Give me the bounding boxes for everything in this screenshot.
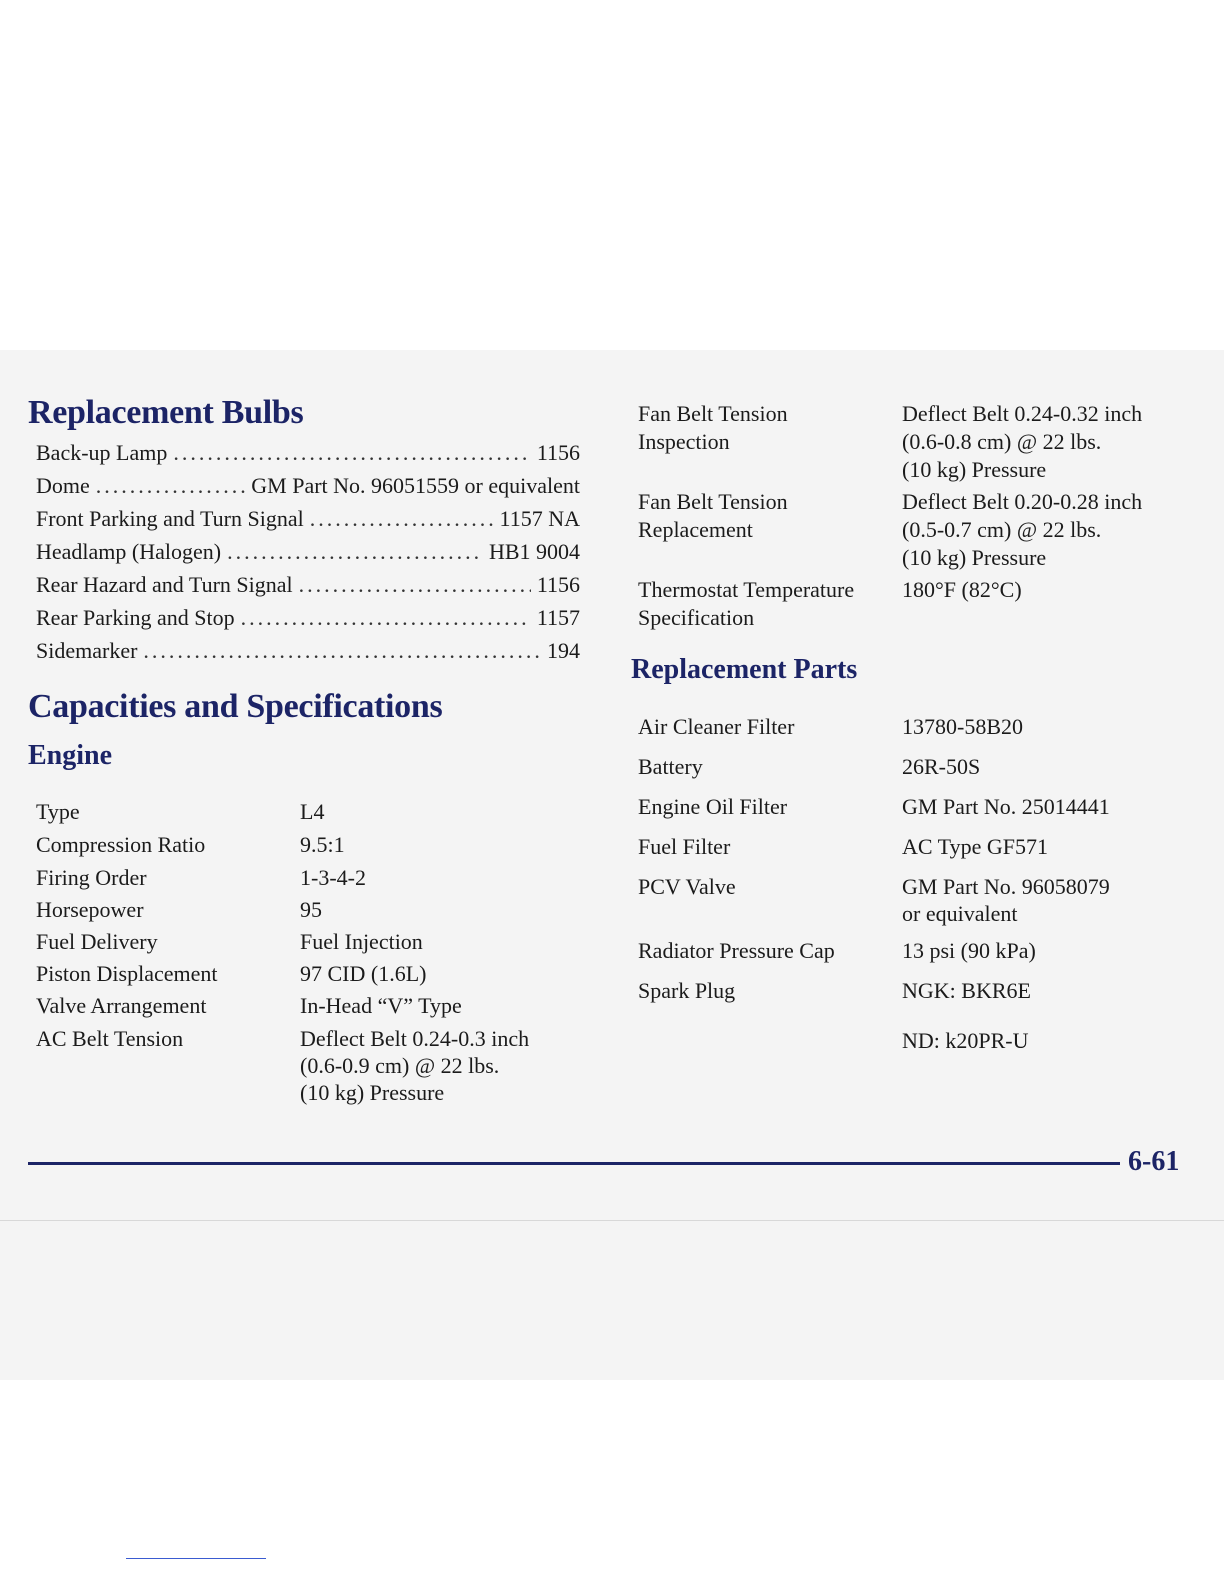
bulb-row — [36, 539, 580, 569]
spec-label-line: Inspection — [638, 429, 730, 454]
bulb-value: 1156 — [536, 572, 580, 597]
part-value-line: ND: k20PR-U — [902, 1028, 1029, 1053]
bulb-value: 1157 NA — [499, 506, 580, 531]
spec-label: Firing Order — [36, 865, 147, 890]
dot-leader — [241, 605, 531, 631]
part-value-line: NGK: BKR6E — [902, 978, 1031, 1003]
spec-value-line: Deflect Belt 0.24-0.3 inch — [300, 1026, 530, 1051]
part-label: Air Cleaner Filter — [638, 714, 795, 739]
spec-label: Compression Ratio — [36, 832, 206, 857]
footer-rule — [28, 1162, 1120, 1165]
bulb-row — [36, 605, 580, 635]
bulb-label: Back-up Lamp — [36, 440, 168, 465]
dot-leader — [96, 473, 246, 499]
spec-value-line: Deflect Belt 0.24-0.32 inch — [902, 401, 1143, 426]
bulb-value: 1157 — [536, 605, 580, 630]
bulb-label: Rear Hazard and Turn Signal — [36, 572, 293, 597]
replacement-parts-heading: Replacement Parts — [631, 654, 858, 685]
spec-value-line: (10 kg) Pressure — [902, 545, 1047, 570]
bulb-row — [36, 506, 580, 536]
spec-label: Fuel Delivery — [36, 929, 158, 954]
spec-value-line: (0.6-0.9 cm) @ 22 lbs. — [300, 1053, 500, 1078]
spec-value: L4 — [300, 799, 325, 824]
page-number: 6-61 — [1128, 1146, 1180, 1177]
part-value-line: or equivalent — [902, 901, 1018, 926]
spec-label-line: Specification — [638, 605, 755, 630]
spec-label: Valve Arrangement — [36, 993, 207, 1018]
spec-value-line: (0.5-0.7 cm) @ 22 lbs. — [902, 517, 1102, 542]
dot-leader — [143, 638, 541, 664]
spec-value: Fuel Injection — [300, 929, 423, 954]
spec-label-line: Thermostat Temperature — [638, 577, 855, 602]
part-label: Spark Plug — [638, 978, 736, 1003]
replacement-bulbs-heading: Replacement Bulbs — [28, 394, 304, 431]
dot-leader — [310, 506, 494, 532]
engine-subheading: Engine — [28, 740, 113, 771]
bulb-row — [36, 440, 580, 470]
bulb-value: 1156 — [536, 440, 580, 465]
spec-value-line: Deflect Belt 0.20-0.28 inch — [902, 489, 1143, 514]
spec-label: AC Belt Tension — [36, 1026, 184, 1051]
divider — [126, 1558, 266, 1559]
spec-label-line: Replacement — [638, 517, 753, 542]
divider — [0, 1220, 1224, 1221]
bulb-label: Headlamp (Halogen) — [36, 539, 222, 564]
bulb-value: HB1 9004 — [488, 539, 580, 564]
part-label: Radiator Pressure Cap — [638, 938, 835, 963]
spec-value: 1-3-4-2 — [300, 865, 366, 890]
spec-value-line: (10 kg) Pressure — [902, 457, 1047, 482]
spec-value: 9.5:1 — [300, 832, 345, 857]
part-value: 13780-58B20 — [902, 714, 1023, 739]
dot-leader — [299, 572, 531, 598]
spec-label-line: Fan Belt Tension — [638, 401, 788, 426]
spec-value: 97 CID (1.6L) — [300, 961, 427, 986]
spec-value-line: (10 kg) Pressure — [300, 1080, 445, 1105]
spec-value: In-Head “V” Type — [300, 993, 462, 1018]
spec-label: Type — [36, 799, 80, 824]
part-label: PCV Valve — [638, 874, 736, 899]
part-label: Battery — [638, 754, 703, 779]
spec-value: 95 — [300, 897, 322, 922]
part-value: 13 psi (90 kPa) — [902, 938, 1036, 963]
bulb-value: 194 — [547, 638, 580, 663]
dot-leader — [227, 539, 483, 565]
part-label: Fuel Filter — [638, 834, 731, 859]
capacities-heading: Capacities and Specifications — [28, 688, 443, 725]
spec-value-line: 180°F (82°C) — [902, 577, 1022, 602]
dot-leader — [173, 440, 530, 466]
spec-label-line: Fan Belt Tension — [638, 489, 788, 514]
bulb-value: GM Part No. 96051559 or equivalent — [251, 473, 580, 498]
spec-label: Piston Displacement — [36, 961, 218, 986]
part-value: 26R-50S — [902, 754, 981, 779]
bulb-label: Front Parking and Turn Signal — [36, 506, 304, 531]
bulb-row — [36, 572, 580, 602]
spec-value-line: (0.6-0.8 cm) @ 22 lbs. — [902, 429, 1102, 454]
part-value: GM Part No. 25014441 — [902, 794, 1110, 819]
bulb-row — [36, 638, 580, 668]
bulb-label: Rear Parking and Stop — [36, 605, 235, 630]
part-value: AC Type GF571 — [902, 834, 1048, 859]
spec-label: Horsepower — [36, 897, 144, 922]
bulb-label: Dome — [36, 473, 90, 498]
bulb-row — [36, 473, 580, 503]
part-label: Engine Oil Filter — [638, 794, 788, 819]
part-value-line: GM Part No. 96058079 — [902, 874, 1110, 899]
bulb-label: Sidemarker — [36, 638, 138, 663]
